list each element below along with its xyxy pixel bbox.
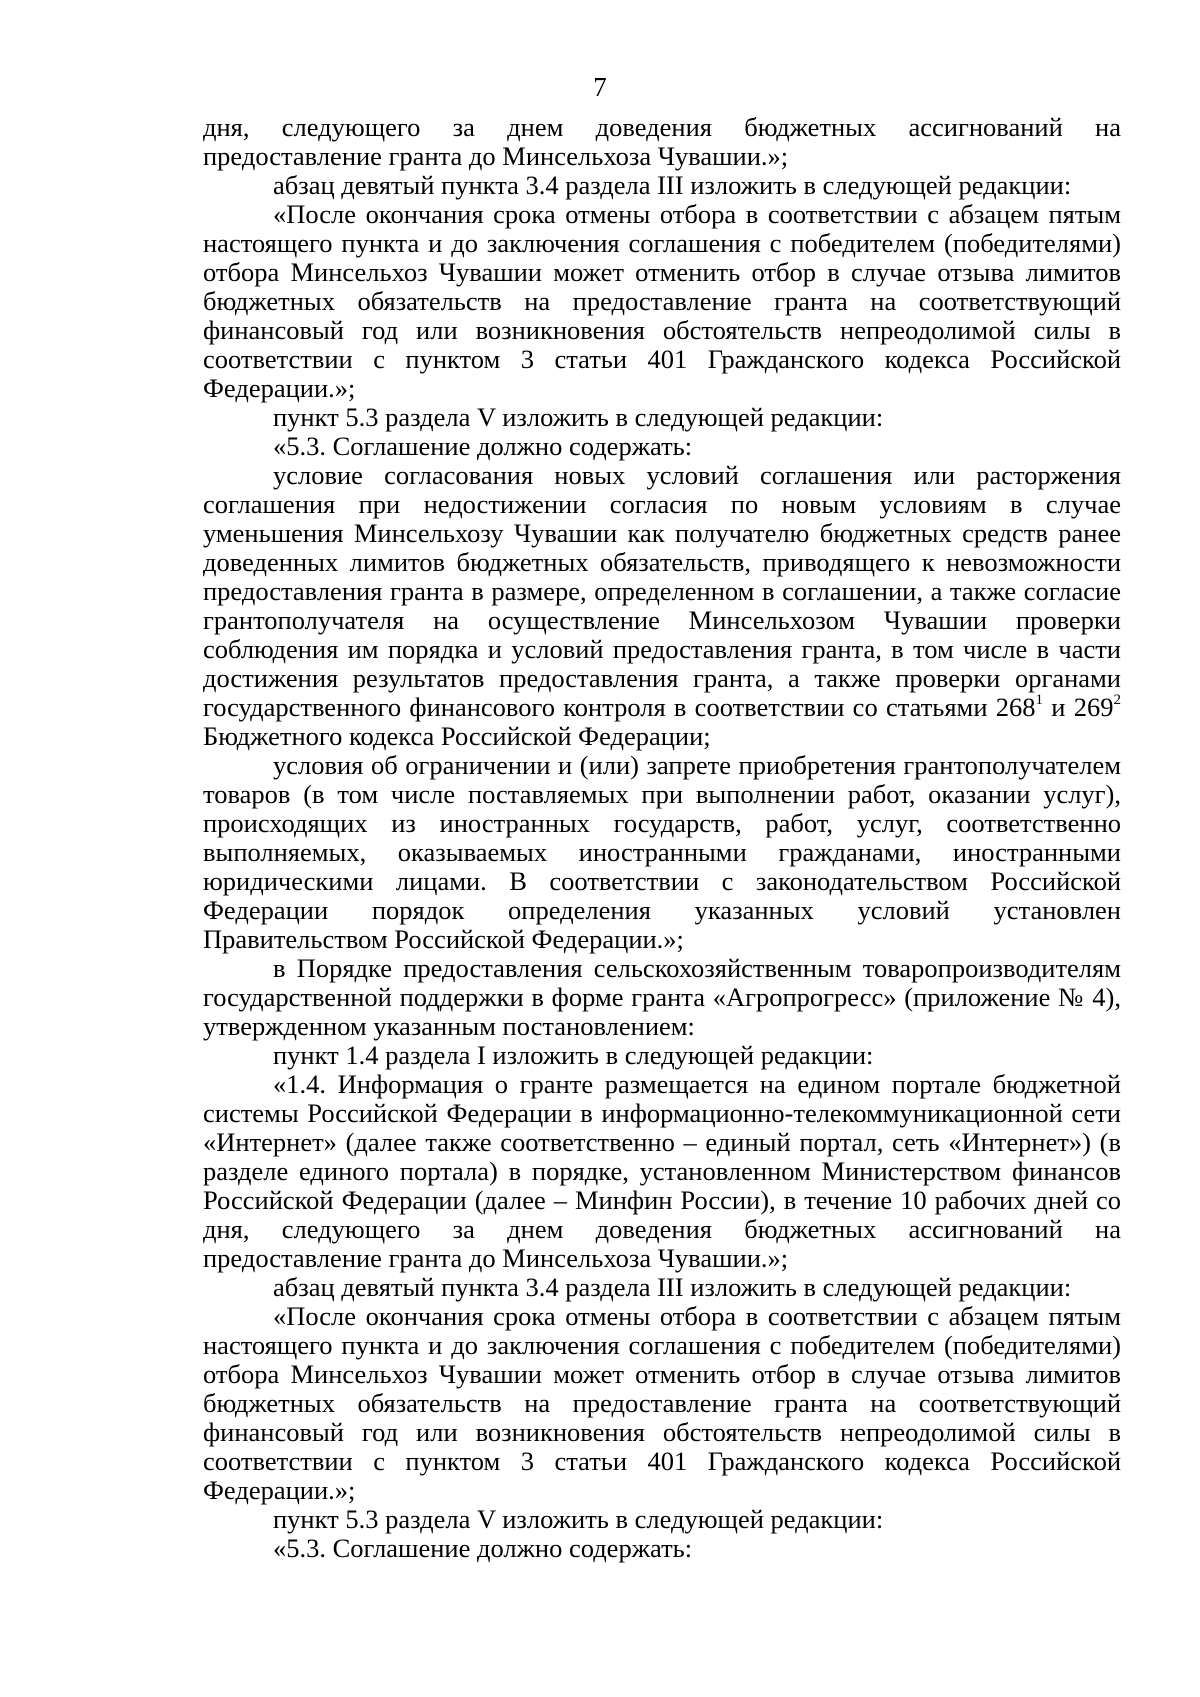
paragraph-with-footnotes (203, 461, 1121, 751)
paragraph: «После окончания срока отмены отбора в соответствии с абзацем пятым настоящего пункта и до заключения соглашения с победителем (победителями) отбора Минсельхоз Чувашии может отменить отбор в случае отзыва лимитов бюджетных обязательств на предоставление гранта на соответствующий финансовый год или возникновения обстоятельств непреодолимой силы в соответствии с пунктом 3 статьи 401 Гражданского кодекса Российской Федерации.»; (203, 199, 1121, 403)
paragraph: пункт 5.3 раздела V изложить в следующей редакции: (273, 402, 884, 432)
superscript: 1 (1035, 692, 1044, 709)
paragraph: «После окончания срока отмены отбора в соответствии с абзацем пятым настоящего пункта и до заключения соглашения с победителем (победителями) отбора Минсельхоз Чувашии может отменить отбор в случае отзыва лимитов бюджетных обязательств на предоставление гранта на соответствующий финансовый год или возникновения обстоятельств непреодолимой силы в соответствии с пунктом 3 статьи 401 Гражданского кодекса Российской Федерации.»; (203, 1301, 1121, 1505)
superscript: 2 (1113, 692, 1121, 709)
page-number: 7 (593, 72, 607, 102)
paragraph: абзац девятый пункта 3.4 раздела III изложить в следующей редакции: (273, 170, 1072, 200)
paragraph: дня, следующего за днем доведения бюджетных ассигнований на предоставление гранта до Минсельхоза Чувашии.»; (203, 112, 1121, 171)
paragraph: в Порядке предоставления сельскохозяйственным товаропроизводителям государственной поддержки в форме гранта «Агропрогресс» (приложение № 4), утвержденном указанным постановлением: (203, 953, 1121, 1041)
paragraph: «5.3. Соглашение должно содержать: (273, 431, 693, 461)
paragraph: абзац девятый пункта 3.4 раздела III изложить в следующей редакции: (273, 1272, 1072, 1302)
paragraph: пункт 1.4 раздела I изложить в следующей редакции: (273, 1040, 874, 1070)
paragraph: условия об ограничении и (или) запрете приобретения грантополучателем товаров (в том числе поставляемых при выполнении работ, оказании услуг), происходящих из иностранных государств, работ, услуг, соответственно выполняемых, оказываемых иностранными гражданами, иностранными юридическими лицами. В соответствии с законодательством Российской Федерации порядок определения указанных условий установлен Правительством Российской Федерации.»; (203, 750, 1121, 954)
paragraph-text: условие согласования новых условий соглашения или расторжения соглашения при недостижении согласия по новым условиям в случае уменьшения Минсельхозу Чувашии как получателю бюджетных средств ранее доведенных лимитов бюджетных обязательств, приводящего к невозможности предоставления гранта в размере, определенном в соглашении, а также согласие грантополучателя на осуществление Минсельхозом Чувашии проверки соблюдения им порядка и условий предоставления гранта, в том числе в части достижения результатов предоставления гранта, а также проверки органами государственного финансового контроля в соответствии со статьями 268 (203, 460, 1121, 722)
paragraph-text: и 269 (1043, 692, 1114, 722)
paragraph: «1.4. Информация о гранте размещается на едином портале бюджетной системы Российской Федерации в информационно-телекоммуникационной сети «Интернет» (далее также соответственно – единый портал, сеть «Интернет») (в разделе единого портала) в порядке, установленном Министерством финансов Российской Федерации (далее – Минфин России), в течение 10 рабочих дней со дня, следующего за днем доведения бюджетных ассигнований на предоставление гранта до Минсельхоза Чувашии.»; (203, 1069, 1121, 1273)
paragraph: пункт 5.3 раздела V изложить в следующей редакции: (273, 1504, 884, 1534)
paragraph: «5.3. Соглашение должно содержать: (273, 1533, 693, 1563)
document-body (203, 113, 1121, 1563)
paragraph-text: Бюджетного кодекса Российской Федерации; (203, 721, 711, 751)
